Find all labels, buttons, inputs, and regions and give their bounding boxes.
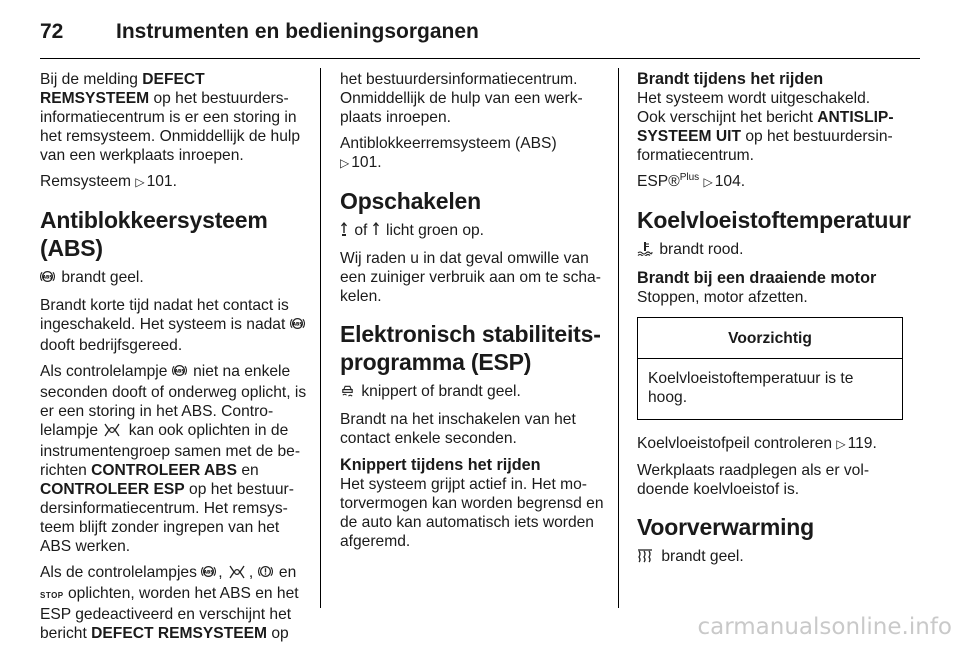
svg-text:ABS: ABS [203,570,214,576]
esp-car-icon [340,383,355,403]
paragraph: Brandt korte tijd nadat het contact is ingeschakeld. Het systeem is nadat ABS dooft bedrijfsgereed. [40,296,308,355]
abs-icon [172,363,187,383]
column-middle [340,70,608,558]
glow-plug-icon [637,548,655,568]
page-ref[interactable]: 101. [146,173,177,190]
paragraph: Het systeem wordt uitgeschakeld. [637,90,871,107]
paragraph: Als controlelampje ABS niet na enkele seconden dooft of onderweg oplicht, is er een storing in het ABS. Controlelampje kan ook oplichten in de instrumentengroep samen met de berichten CONTROLEER ABS en CONTROLEER ESP op het bestuurdersinformatiecentrum. Het remsysteem blijft zonder ingrepen van het ABS werken. [40,363,307,555]
paragraph: Brandt na het inschakelen van het contact enkele seconden. [340,411,576,447]
paragraph: knippert of brandt geel. [340,382,608,403]
stop-icon: STOP [40,591,64,600]
column-divider [320,68,321,608]
section-heading-upshift: Opschakelen [340,188,481,214]
paragraph: het bestuurdersinformatiecentrum. Onmiddellijk de hulp van een werkplaats inroepen. [340,71,583,126]
paragraph: Het systeem grijpt actief in. Het motorvermogen kan worden begrensd en de auto kan automatisch iets worden afgeremd. [340,476,604,550]
brake-pad-icon [227,565,247,584]
page-ref[interactable]: 101. [351,154,382,171]
column-right [637,70,911,575]
page-header [40,14,920,58]
paragraph: of licht groen op. [340,221,608,242]
subheading: Knippert tijdens het rijden [340,456,541,474]
abs-icon [201,564,216,584]
page-ref[interactable]: 104. [714,173,746,190]
paragraph: Wij raden u in dat geval omwille van een zuiniger verbruik aan om te schakelen. [340,250,601,305]
paragraph: Ook verschijnt het bericht ANTISLIP-SYSTEEM UIT op het bestuurdersinformatiecentrum. [637,109,894,164]
column-left [40,70,308,650]
paragraph: Als de controlelampjes ABS , , en STOP oplichten, worden het ABS en het ESP gedeactiveerd en verschijnt het bericht DEFECT REMSYSTEEM op [40,564,299,642]
paragraph: ESP®$^{Plus}$ ▷ 104. [637,172,746,190]
upshift-arrow-icon [372,222,380,242]
section-heading-abs: Antiblokkeersysteem (ABS) [40,207,268,261]
svg-text:ABS: ABS [42,275,53,281]
brake-pad-icon [102,423,122,442]
paragraph: Stoppen, motor afzetten. [637,289,808,306]
watermark: carmanualsonline.info [697,614,952,640]
page-title: Instrumenten en bedieningsorganen [116,20,479,43]
paragraph: brandt geel. [637,547,903,568]
paragraph: Bij de melding DEFECT REMSYSTEEM op het bestuurdersinformatiecentrum is er een storing in het remsysteem. Onmiddellijk de hulp van een werkplaats inroepen. [40,71,301,164]
svg-text:ABS: ABS [292,322,302,328]
page-ref-arrow-icon: ▷ [703,175,713,189]
caution-box [637,317,903,420]
upshift-arrow-icon [340,222,348,242]
page-number: 72 [40,20,64,43]
paragraph: brandt rood. [637,240,903,261]
section-heading-coolant: Koelvloeistoftemperatuur [637,207,911,233]
page-ref-arrow-icon: ▷ [340,156,350,170]
header-rule [40,58,920,59]
paragraph: Remsysteem ▷ 101. [40,173,177,190]
subheading: Brandt bij een draaiende motor [637,269,877,287]
page-ref-arrow-icon: ▷ [135,175,145,189]
svg-text:ABS: ABS [174,369,185,375]
caution-text: Koelvloeistoftemperatuur is te hoog. [648,370,854,406]
coolant-temperature-icon [637,241,653,261]
paragraph: ABS brandt geel. [40,268,308,289]
section-heading-esp: Elektronisch stabiliteitsprogramma (ESP) [340,321,601,375]
page-ref[interactable]: 119. [847,435,877,452]
abs-icon [40,269,55,289]
abs-icon [290,316,305,336]
paragraph: Koelvloeistofpeil controleren ▷ 119. [637,435,877,452]
brake-warning-icon [258,564,273,584]
subheading: Brandt tijdens het rijden [637,70,824,88]
page-ref-arrow-icon: ▷ [836,437,846,451]
caution-title: Voorzichtig [638,318,902,359]
paragraph: Antiblokkeerremsysteem (ABS) ▷ 101. [340,135,557,171]
paragraph: Werkplaats raadplegen als er voldoende koelvloeistof is. [637,462,870,498]
column-divider [618,68,619,608]
section-heading-preheat: Voorverwarming [637,514,814,540]
